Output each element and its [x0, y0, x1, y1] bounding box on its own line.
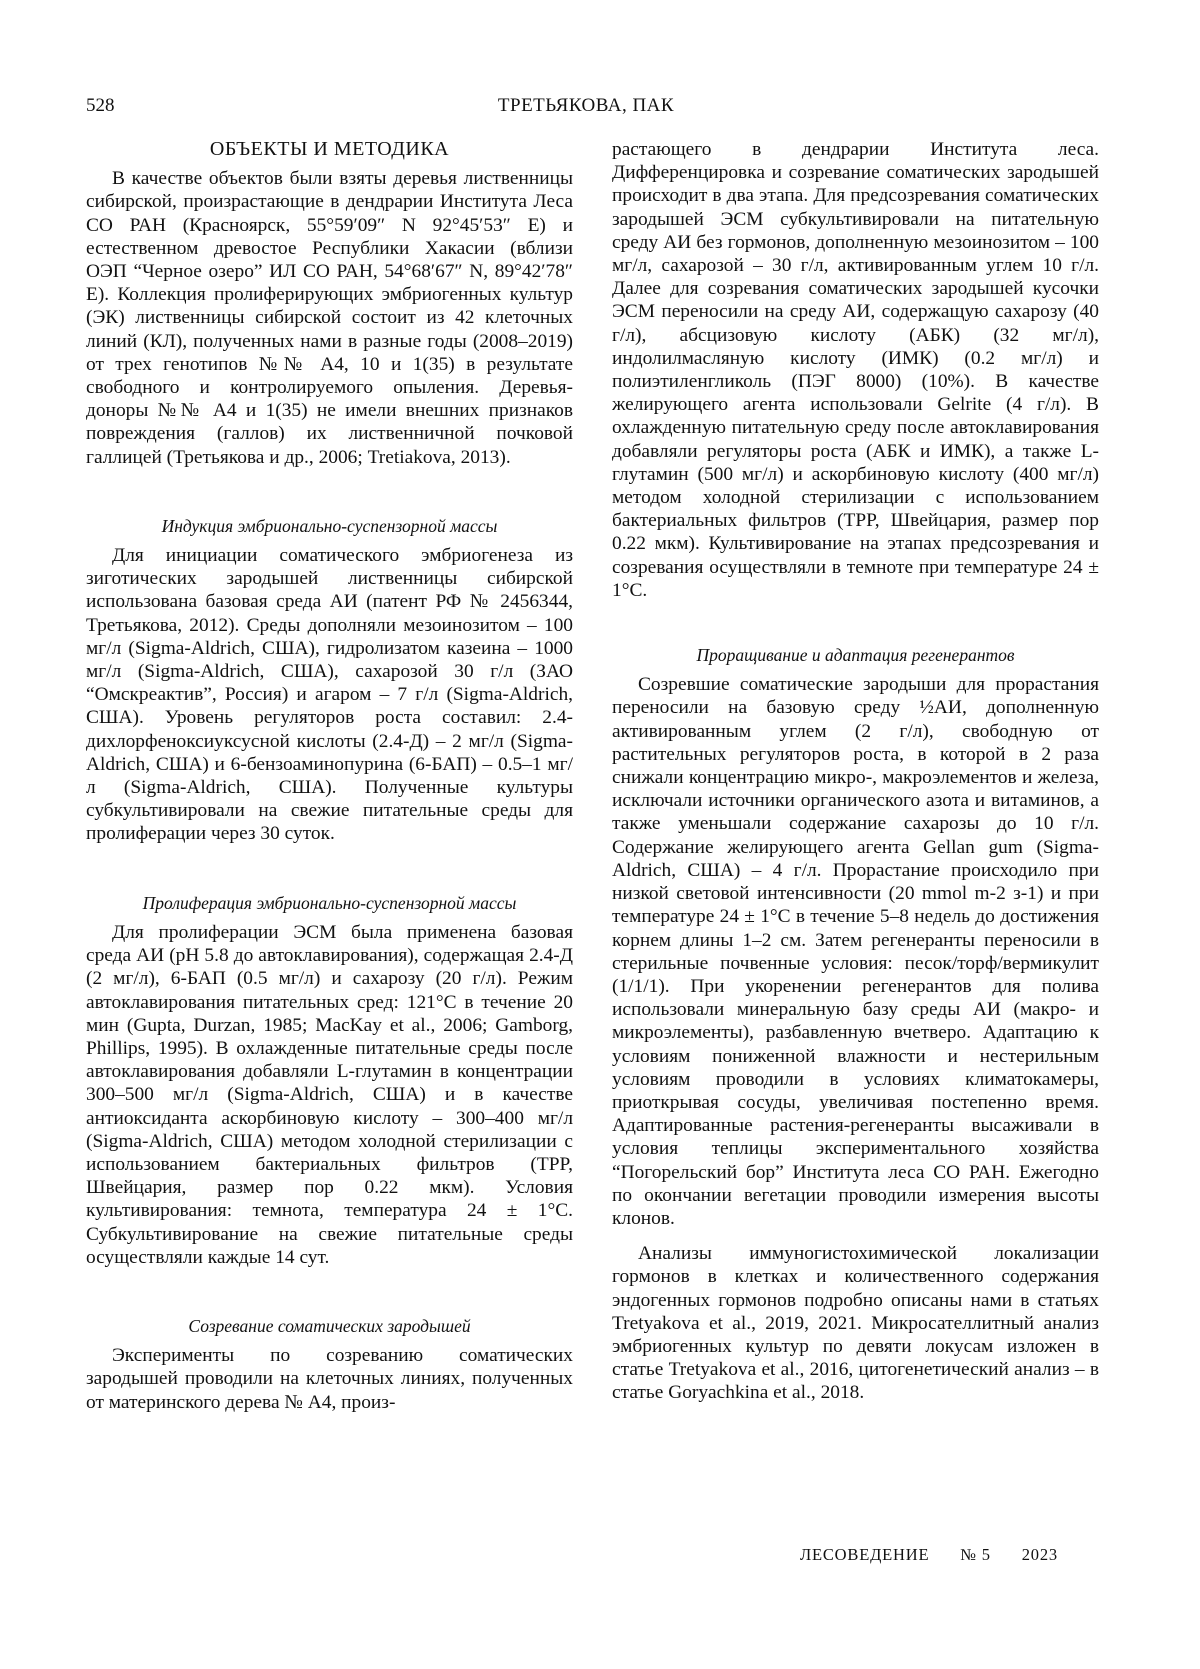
running-title: ТРЕТЬЯКОВА, ПАК: [497, 95, 675, 116]
right-column: [612, 138, 1099, 1405]
induction-paragraph: Для инициации соматического эмбриогенеза из зиготических зародышей лиственницы сибирской использована базовая среда АИ (патент РФ № 2456344, Третьякова, 2012). Среды дополняли мезоинозитом – 100 мг/л (Sigma-Aldrich, США), гидролизатом казеина – 1000 мг/л (Sigma-Aldrich, США), сахарозой 30 г/л (ЗАО “Омскреактив”, Россия) и агаром – 7 г/л (Sigma-Aldrich, США). Уровень регуляторов роста составил: 2.4-дихлорфеноксиуксусной кислоты (2.4-Д) – 2 мг/л (Sigma-Aldrich, США) и 6-бензоаминопурина (6-БАП) – 0.5–1 мг/л (Sigma-Aldrich, США). Полученные культуры субкультивировали на свежие питательные среды для пролиферации через 30 суток.: [86, 545, 573, 845]
maturation-paragraph-continued: растающего в дендрарии Института леса. Дифференцировка и созревание соматических зародышей происходит в два этапа. Для предсозревания соматических зародышей ЭСМ субкультивировали на питательную среду АИ без гормонов, дополненную мезоинозитом – 100 мг/л, сахарозой – 30 г/л, активированным углем 10 г/л. Далее для созревания соматических зародышей кусочки ЭСМ переносили на среду АИ, содержащую сахарозу (40 г/л), абсцизовую кислоту (АБК) (32 мг/л), индолилмасляную кислоту (ИМК) (0.2 мг/л) и полиэтиленгликоль (ПЭГ 8000) (10%). В качестве желирующего агента использовали Gelrite (4 г/л). В охлажденную питательную среду после автоклавирования добавляли регуляторы роста (АБК и ИМК), а также L-глутамин (500 мг/л) и аскорбиновую кислоту (400 мг/л) методом холодной стерилизации с использованием бактериальных фильтров (TPP, Швейцария, размер пор 0.22 мкм). Культивирование на этапах предсозревания и созревания осуществляли в темноте при температуре 24 ± 1°C.: [612, 139, 1099, 601]
maturation-heading: Созревание соматических зародышей: [188, 1315, 471, 1336]
page-number: 528: [86, 95, 115, 116]
journal-issue: № 5: [960, 1545, 991, 1564]
germination-paragraph: Созревшие соматические зародыши для прорастания переносили на базовую среду ½АИ, дополненную активированным углем (2 г/л), свободную от растительных регуляторов роста, в которой в 2 раза снижали концентрацию микро-, макроэлементов и железа, исключали источники органического азота и витаминов, а также уменьшали содержание сахарозы до 10 г/л. Содержание желирующего агента Gellan gum (Sigma-Aldrich, США) – 4 г/л. Прорастание происходило при низкой световой интенсивности (20 mmol m-2 з-1) и при температуре 24 ± 1°C в течение 5–8 недель до достижения корнем длины 1–2 см. Затем регенеранты переносили в стерильные почвенные условия: песок/торф/вермикулит (1/1/1). При укоренении регенерантов для полива использовали минеральную базу среды АИ (макро- и микроэлементы), разбавленную вчетверо. Адаптацию к условиям пониженной влажности и нестерильным условиям проводили в условиях климатокамеры, приоткрывая сосуды, увеличивая постепенно время. Адаптированные растения-регенеранты высаживали в условия теплицы экспериментального хозяйства “Погорельский бор” Института леса СО РАН. Ежегодно по окончании вегетации проводили измерения высоты клонов.: [612, 674, 1099, 1229]
maturation-paragraph-start: Эксперименты по созреванию соматических зародышей проводили на клеточных линиях, полученных от материнского дерева № А4, произ-: [86, 1345, 573, 1413]
section-title: ОБЪЕКТЫ И МЕТОДИКА: [209, 138, 450, 160]
page-footer: [800, 1545, 1058, 1565]
analysis-paragraph: Анализы иммуногистохимической локализации гормонов в клетках и количественного содержания эндогенных гормонов подробно описаны нами в статьях Tretyakova et al., 2019, 2021. Микросателлитный анализ эмбриогенных культур по девяти локусам изложен в статье Tretyakova et al., 2016, цитогенетический анализ – в статье Goryachkina et al., 2018.: [612, 1243, 1099, 1404]
proliferation-paragraph: Для пролиферации ЭСМ была применена базовая среда АИ (pH 5.8 до автоклавирования), содержащая 2.4-Д (2 мг/л), 6-БАП (0.5 мг/л) и сахарозу (20 г/л). Режим автоклавирования питательных сред: 121°C в течение 20 мин (Gupta, Durzan, 1985; MacKay et al., 2006; Gamborg, Phillips, 1995). В охлажденные питательные среды после автоклавирования добавляли L-глутамин в концентрации 300–500 мг/л (Sigma-Aldrich, США) и в качестве антиоксиданта аскорбиновую кислоту – 300–400 мг/л (Sigma-Aldrich, США) методом холодной стерилизации с использованием бактериальных фильтров (TPP, Швейцария, размер пор 0.22 мкм). Условия культивирования: темнота, температура 24 ± 1°C. Субкультивирование на свежие питательные среды осуществляли каждые 14 сут.: [86, 921, 573, 1268]
germination-heading: Проращивание и адаптация регенерантов: [696, 645, 1015, 666]
objects-paragraph: В качестве объектов были взяты деревья лиственницы сибирской, произрастающие в дендрарии Института Леса СО РАН (Красноярск, 55°59′09″ N 92°45′53″ E) и естественном древостое Республики Хакасии (вблизи ОЭП “Черное озеро” ИЛ СО РАН, 54°68′67″ N, 89°42′78″ E). Коллекция пролиферирующих эмбриогенных культур (ЭК) лиственницы сибирской состоит из 42 клеточных линий (КЛ), полученных нами в разные годы (2008–2019) от трех генотипов №№ А4, 10 и 1(35) в результате свободного и контролируемого опыления. Деревья-доноры №№ А4 и 1(35) не имели внешних признаков повреждения (галлов) их лиственничной почковой галлицей (Третьякова и др., 2006; Tretiakova, 2013).: [86, 168, 573, 468]
journal-year: 2023: [1021, 1545, 1058, 1564]
proliferation-heading: Пролиферация эмбрионально-суспензорной массы: [142, 892, 517, 913]
left-column: [86, 136, 573, 1414]
journal-name: ЛЕСОВЕДЕНИЕ: [800, 1545, 930, 1564]
page-header: [86, 95, 1086, 125]
induction-heading: Индукция эмбрионально-суспензорной массы: [161, 515, 498, 536]
